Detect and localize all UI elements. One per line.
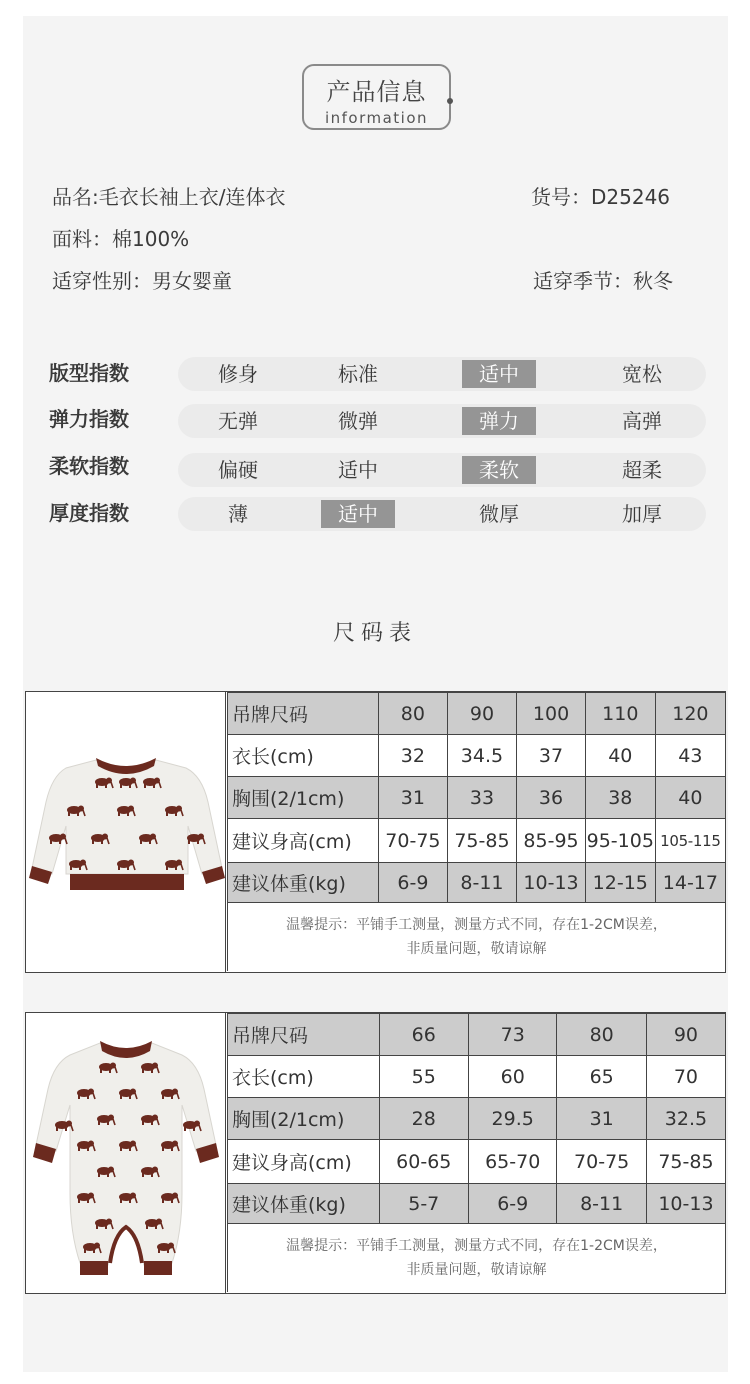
table-cell: 85-95 — [517, 819, 586, 863]
table-cell: 90 — [447, 693, 517, 735]
product-name: 品名:毛衣长袖上衣/连体衣 — [52, 185, 286, 209]
row-label: 胸围(2/1cm) — [228, 777, 379, 819]
note-row — [228, 903, 726, 971]
table-cell: 5-7 — [379, 1184, 468, 1224]
note-line: 温馨提示：平铺手工测量，测量方式不同，存在1-2CM误差， — [286, 916, 667, 933]
index-bar — [178, 453, 706, 487]
table-cell: 75-85 — [646, 1140, 725, 1184]
row-label: 衣长(cm) — [228, 1056, 380, 1098]
table-cell: 65-70 — [468, 1140, 556, 1184]
table-row — [228, 693, 726, 735]
table-cell: 70-75 — [379, 819, 448, 863]
index-option: 修身 — [218, 362, 258, 386]
table-row — [228, 777, 726, 819]
note-line: 非质量问题，敬请谅解 — [406, 1261, 547, 1278]
index-bar — [178, 497, 706, 531]
index-label: 版型指数 — [49, 361, 129, 385]
index-bar — [178, 357, 706, 391]
size-section-romper — [25, 1012, 726, 1294]
table-cell: 12-15 — [585, 863, 655, 903]
table-cell: 6-9 — [379, 863, 448, 903]
table-cell: 10-13 — [646, 1184, 725, 1224]
table-row — [228, 1140, 726, 1184]
table-cell: 80 — [379, 693, 448, 735]
badge-dot — [447, 98, 453, 104]
table-cell: 31 — [557, 1098, 646, 1140]
table-cell: 43 — [655, 735, 725, 777]
index-option: 标准 — [338, 362, 378, 386]
fabric: 面料：棉100% — [52, 227, 190, 251]
table-cell: 37 — [517, 735, 586, 777]
romper-photo — [26, 1013, 226, 1293]
size-chart-title: 尺码表 — [332, 621, 417, 646]
table-cell: 29.5 — [468, 1098, 556, 1140]
table-cell: 14-17 — [655, 863, 725, 903]
table-cell: 38 — [585, 777, 655, 819]
table-cell: 90 — [646, 1014, 725, 1056]
table-cell: 8-11 — [447, 863, 517, 903]
info-badge — [302, 64, 451, 130]
table-row — [228, 1056, 726, 1098]
table-row — [228, 863, 726, 903]
index-option: 偏硬 — [218, 458, 258, 482]
row-label: 建议身高(cm) — [228, 819, 379, 863]
index-label: 柔软指数 — [49, 454, 129, 478]
badge-title-en: information — [324, 109, 429, 127]
romper-image — [26, 1013, 226, 1293]
table-cell: 33 — [447, 777, 517, 819]
index-option: 无弹 — [218, 409, 258, 433]
row-label: 吊牌尺码 — [228, 1014, 380, 1056]
row-label: 胸围(2/1cm) — [228, 1098, 380, 1140]
table-row — [228, 1014, 726, 1056]
table-cell: 66 — [379, 1014, 468, 1056]
table-cell: 60 — [468, 1056, 556, 1098]
table-cell: 100 — [517, 693, 586, 735]
row-label: 吊牌尺码 — [228, 693, 379, 735]
index-option: 薄 — [228, 502, 248, 526]
index-option: 适中 — [338, 458, 378, 482]
table-cell: 32 — [379, 735, 448, 777]
sweater-photo — [26, 692, 226, 972]
table-row — [228, 735, 726, 777]
table-cell: 6-9 — [468, 1184, 556, 1224]
index-label: 弹力指数 — [49, 407, 129, 431]
table-cell: 28 — [379, 1098, 468, 1140]
table-cell: 110 — [585, 693, 655, 735]
index-option-selected: 弹力 — [462, 407, 536, 435]
index-option: 微厚 — [479, 502, 519, 526]
note-line: 非质量问题，敬请谅解 — [406, 940, 547, 957]
table-cell: 70 — [646, 1056, 725, 1098]
gender: 适穿性别：男女婴童 — [52, 269, 232, 293]
index-option-selected: 适中 — [321, 500, 395, 528]
row-label: 建议身高(cm) — [228, 1140, 380, 1184]
index-option-selected: 柔软 — [462, 456, 536, 484]
table-cell: 34.5 — [447, 735, 517, 777]
table-cell: 40 — [655, 777, 725, 819]
size-table-sweater — [227, 692, 725, 971]
size-table-romper — [227, 1013, 725, 1292]
sweater-image — [26, 692, 226, 972]
index-option: 微弹 — [338, 409, 378, 433]
row-label: 衣长(cm) — [228, 735, 379, 777]
table-cell: 8-11 — [557, 1184, 646, 1224]
item-number: 货号：D25246 — [531, 185, 671, 209]
index-option-selected: 适中 — [462, 360, 536, 388]
table-row — [228, 1098, 726, 1140]
table-row — [228, 819, 726, 863]
table-cell: 105-115 — [655, 819, 725, 863]
table-cell: 40 — [585, 735, 655, 777]
table-row — [228, 1184, 726, 1224]
table-cell: 10-13 — [517, 863, 586, 903]
season: 适穿季节：秋冬 — [533, 269, 673, 293]
note-line: 温馨提示：平铺手工测量，测量方式不同，存在1-2CM误差， — [286, 1237, 667, 1254]
table-cell: 65 — [557, 1056, 646, 1098]
measurement-note — [228, 903, 726, 971]
badge-title-cn: 产品信息 — [326, 78, 427, 106]
table-cell: 73 — [468, 1014, 556, 1056]
table-cell: 70-75 — [557, 1140, 646, 1184]
table-cell: 80 — [557, 1014, 646, 1056]
index-label: 厚度指数 — [49, 501, 129, 525]
table-cell: 75-85 — [447, 819, 517, 863]
size-section-sweater — [25, 691, 726, 973]
table-cell: 95-105 — [585, 819, 655, 863]
table-cell: 55 — [379, 1056, 468, 1098]
index-option: 高弹 — [622, 409, 662, 433]
table-cell: 120 — [655, 693, 725, 735]
index-bar — [178, 404, 706, 438]
index-option: 宽松 — [622, 362, 662, 386]
table-cell: 60-65 — [379, 1140, 468, 1184]
index-option: 加厚 — [622, 502, 662, 526]
note-row — [228, 1224, 726, 1292]
table-cell: 36 — [517, 777, 586, 819]
table-cell: 32.5 — [646, 1098, 725, 1140]
index-option: 超柔 — [622, 458, 662, 482]
measurement-note — [228, 1224, 726, 1292]
table-cell: 31 — [379, 777, 448, 819]
row-label: 建议体重(kg) — [228, 863, 379, 903]
row-label: 建议体重(kg) — [228, 1184, 380, 1224]
